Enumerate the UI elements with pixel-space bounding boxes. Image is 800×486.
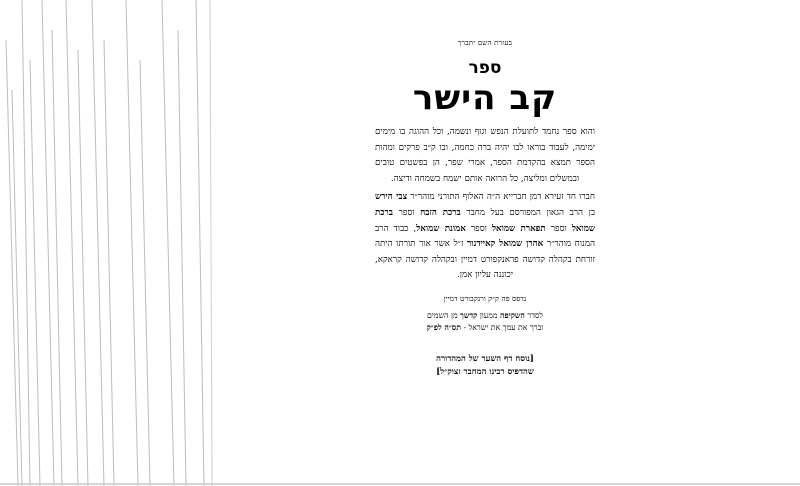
author-text-6: , כבוד הרב המנוח מוהר״ר [375, 223, 595, 250]
seder-text-3: מן השמים [426, 310, 458, 320]
seder-line-2 [373, 322, 597, 335]
author-text-2: בן הרב הגאון המפורסם בעל מחבר [466, 207, 596, 218]
seder-text-1: לסדר [527, 310, 544, 320]
title-page-text [373, 39, 597, 432]
author-text-4: וספר [550, 223, 567, 234]
book-name-1: ברכת הזבח [420, 207, 461, 218]
seder-text-4: וברך את עמך את ישראל - [463, 323, 544, 333]
author-text-5: וספר [470, 223, 487, 234]
book-name-3: תפארת שמואל [491, 223, 546, 234]
blessing-line: בעזרת השם יתברך [457, 39, 513, 47]
book-name-4: אמונת שמואל [416, 223, 466, 234]
father-name: אהרן שמואל קאיידנור [467, 239, 544, 250]
edition-note [373, 352, 597, 378]
author-text-7: ז״ל אשר אור תורתו היתה זורחת בקהלה קדושה פראנקפורט דמיין ובקהלה קדושה קראקא, יכוננה עליון אמן. [375, 239, 595, 281]
seder-word-1: השקיפה [499, 310, 525, 320]
book-title: קב הישר [412, 78, 558, 118]
author-paragraph [375, 190, 595, 284]
edition-note-line-2: שהדפיס רבינו המחבר זצוק״ל] [436, 365, 534, 376]
seder-line-1 [373, 310, 597, 323]
printed-place-line: נדפס פה ק״ק ורנקבורט דמיין [443, 293, 527, 303]
book-name-2: ברכת שמואל [375, 207, 596, 234]
sefer-heading: ספר [468, 58, 502, 78]
year-text: תס״ה לפ״ק [426, 323, 461, 333]
seder-word-2: קדשך [460, 310, 478, 320]
seder-text-2: ממעון [479, 310, 498, 320]
intro-paragraph: והוא ספר נחמד לתועלת הנפש וגוף ונשמה, וכל ההוגה בו מימים ימימה, לעבוד בוראו לבו יהיה ברה כחמה, ובו ק״ב פרקים ומהות הספר תמצא בהקדמת הספר, אמרי שפר, הן בפשטים טובים ובמשלים ומליצה, כל הרואה אותם ישמח בשמחה ודיצה. [375, 127, 595, 184]
author-text-3: וספר [398, 207, 415, 218]
author-name: צבי הירש [375, 192, 408, 203]
author-text-1: חברו חד זעירא דמן חברייא ה״ה האלוף התורני מוהר״ר [410, 192, 596, 203]
seder-verse [373, 310, 597, 335]
edition-note-line-1: [נוסח דף השער של המהדורה [436, 352, 534, 363]
